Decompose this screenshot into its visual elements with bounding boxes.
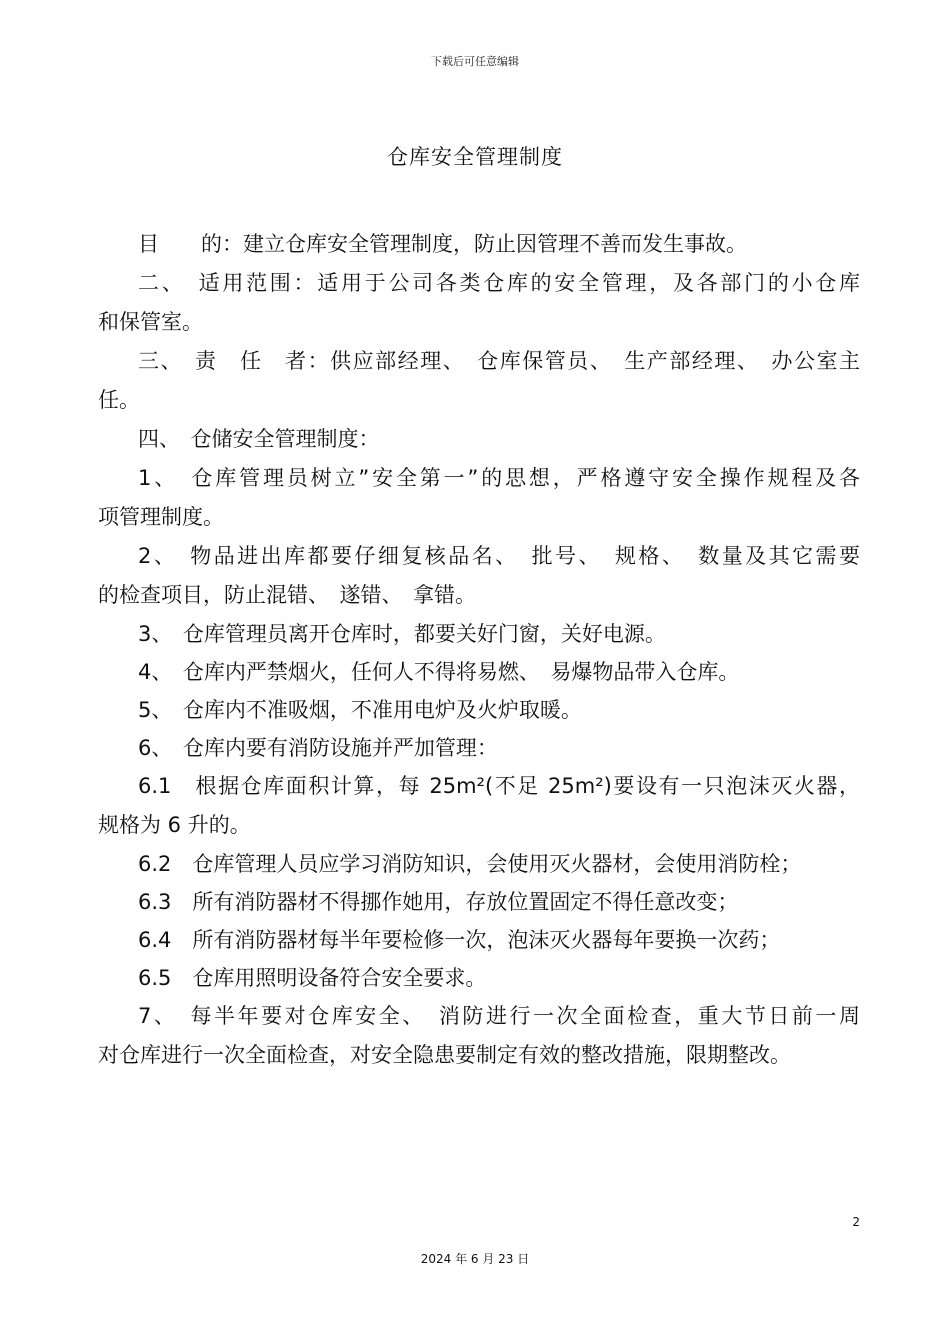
page-footer-date: 2024 年 6 月 23 日	[420, 1252, 530, 1266]
responsible-line-2: 任。	[98, 388, 140, 412]
rule-7-line-2: 对仓库进行一次全面检查，对安全隐患要制定有效的整改措施，限期整改。	[98, 1043, 791, 1067]
rule-5: 5、 仓库内不准吸烟，不准用电炉及火炉取暖。	[138, 698, 582, 722]
rule-6-1-line-2: 规格为 6 升的。	[98, 813, 251, 837]
rule-2-line-2: 的检查项目，防止混错、 遂错、 拿错。	[98, 583, 476, 607]
rule-1-line-1: 1、 仓库管理员树立”安全第一”的思想，严格遵守安全操作规程及各	[138, 466, 860, 490]
scope-line-2: 和保管室。	[98, 310, 203, 334]
document-title: 仓库安全管理制度	[387, 145, 563, 169]
rule-6: 6、 仓库内要有消防设施并严加管理：	[138, 736, 498, 760]
purpose-line: 目 的：建立仓库安全管理制度，防止因管理不善而发生事故。	[138, 232, 747, 256]
rule-4: 4、 仓库内严禁烟火，任何人不得将易燃、 易爆物品带入仓库。	[138, 660, 740, 684]
scope-line-1: 二、 适用范围：适用于公司各类仓库的安全管理，及各部门的小仓库	[138, 271, 860, 295]
rule-2-line-1: 2、 物品进出库都要仔细复核品名、 批号、 规格、 数量及其它需要	[138, 544, 860, 568]
rule-3: 3、 仓库管理员离开仓库时，都要关好门窗，关好电源。	[138, 622, 666, 646]
rule-6-5: 6.5 仓库用照明设备符合安全要求。	[138, 966, 487, 990]
rule-6-3: 6.3 所有消防器材不得挪作她用，存放位置固定不得任意改变；	[138, 890, 739, 914]
rule-6-4: 6.4 所有消防器材每半年要检修一次，泡沫灭火器每年要换一次药；	[138, 928, 781, 952]
responsible-line-1: 三、 责 任 者：供应部经理、 仓库保管员、 生产部经理、 办公室主	[138, 349, 860, 373]
page-header: 下载后可任意编辑	[431, 55, 519, 68]
rule-1-line-2: 项管理制度。	[98, 505, 224, 529]
page-number: 2	[852, 1215, 860, 1229]
rule-6-1-line-1: 6.1 根据仓库面积计算，每 25m²(不足 25m²)要设有一只泡沫灭火器，	[138, 774, 860, 798]
section-four-heading: 四、 仓储安全管理制度：	[138, 427, 380, 451]
rule-6-2: 6.2 仓库管理人员应学习消防知识，会使用灭火器材，会使用消防栓；	[138, 852, 802, 876]
rule-7-line-1: 7、 每半年要对仓库安全、 消防进行一次全面检查，重大节日前一周	[138, 1004, 860, 1028]
